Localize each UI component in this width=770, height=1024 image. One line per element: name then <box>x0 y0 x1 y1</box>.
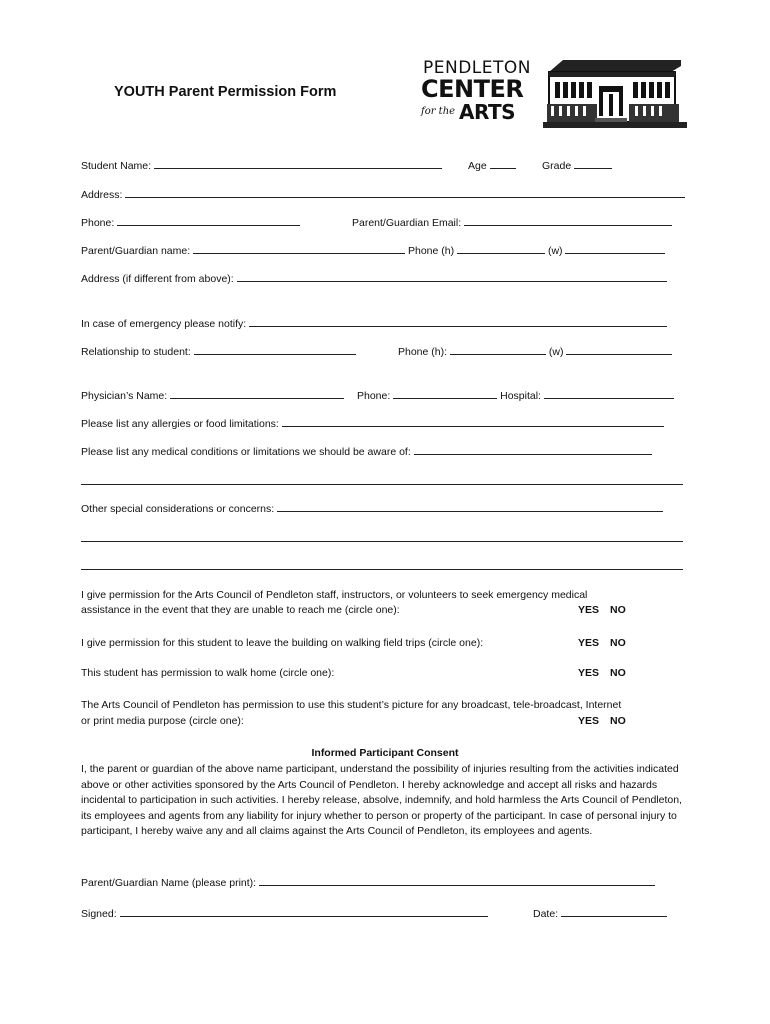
emergency-phone-w-field[interactable] <box>566 343 672 355</box>
address-diff-field[interactable] <box>237 270 667 282</box>
guardian-phone-w-field[interactable] <box>565 242 665 254</box>
guardian-phone-h-label: Phone (h) <box>408 245 455 257</box>
other-label: Other special considerations or concerns: <box>81 503 275 515</box>
date-label: Date: <box>533 908 559 920</box>
permission-emergency-yes[interactable]: YES <box>578 604 600 616</box>
signature-field[interactable] <box>120 905 488 917</box>
permission-media-line1: The Arts Council of Pendleton has permission to use this student’s picture for any broadcast, tele-broadcast, Internet <box>81 699 622 711</box>
relationship-label: Relationship to student: <box>81 346 191 358</box>
guardian-phone-w-label: (w) <box>547 245 563 257</box>
other-extra-line-1[interactable] <box>81 541 683 542</box>
other-row <box>81 500 663 515</box>
medical-field[interactable] <box>414 443 652 455</box>
physician-field[interactable] <box>170 387 344 399</box>
pendleton-logo <box>419 58 687 130</box>
permission-emergency-line2: assistance in the event that they are unable to reach me (circle one): <box>81 604 400 616</box>
address-field[interactable] <box>125 186 685 198</box>
phone-label: Phone: <box>81 217 115 229</box>
student-name-label: Student Name: <box>81 160 152 172</box>
permission-field-trips-yes[interactable]: YES <box>578 637 600 649</box>
grade-row <box>542 157 612 172</box>
consent-body: I, the parent or guardian of the above name participant, understand the possibility of injuries resulting from the activities indicated above or other activities sponsored by the Arts Council of Pendleton. I hereby acknowledge and accept all risks and hazards incidental to participation in such activities. I hereby release, absolve, indemnify, and hold harmless the Arts Council of Pendleton, its employees and agents from any liability for injury whether to person or property of the participant. In case of personal injury to participant, I hereby waive any and all claims against the Arts Council of Pendleton, its employees and agents. <box>81 763 682 838</box>
age-row <box>468 157 516 172</box>
emergency-phone-row <box>398 343 672 358</box>
guardian-name-field[interactable] <box>193 242 405 254</box>
print-name-row <box>81 874 655 889</box>
emergency-phone-w-label: (w) <box>548 346 564 358</box>
address-diff-label: Address (if different from above): <box>81 273 234 285</box>
hospital-field[interactable] <box>544 387 674 399</box>
physician-phone-label: Phone: <box>357 390 391 402</box>
logo-line-center: CENTER <box>421 75 524 103</box>
guardian-name-label: Parent/Guardian name: <box>81 245 191 257</box>
guardian-name-row <box>81 242 665 257</box>
grade-label: Grade <box>542 160 572 172</box>
emergency-phone-h-field[interactable] <box>450 343 546 355</box>
permission-media-no[interactable]: NO <box>610 715 626 727</box>
signed-label: Signed: <box>81 908 117 920</box>
guardian-email-row <box>352 214 672 229</box>
print-name-label: Parent/Guardian Name (please print): <box>81 877 257 889</box>
address-label: Address: <box>81 189 123 201</box>
medical-label: Please list any medical conditions or limitations we should be aware of: <box>81 446 411 458</box>
permission-walk-home: This student has permission to walk home (circle one): <box>81 667 335 679</box>
building-illustration-icon <box>543 58 687 130</box>
age-label: Age <box>468 160 487 172</box>
address-row <box>81 186 685 201</box>
allergies-row <box>81 415 664 430</box>
emergency-phone-h-label: Phone (h): <box>398 346 448 358</box>
permission-emergency-line1: I give permission for the Arts Council of Pendleton staff, instructors, or volunteers to seek emergency medical <box>81 589 588 601</box>
medical-extra-line[interactable] <box>81 484 683 485</box>
medical-row <box>81 443 652 458</box>
allergies-field[interactable] <box>282 415 664 427</box>
grade-field[interactable] <box>574 157 612 169</box>
logo-line-pendleton: PENDLETON <box>423 58 531 78</box>
other-field[interactable] <box>277 500 663 512</box>
form-title: YOUTH Parent Permission Form <box>114 84 337 100</box>
logo-line-for-the: for the <box>421 106 456 117</box>
permission-emergency-no[interactable]: NO <box>610 604 626 616</box>
guardian-phone-h-field[interactable] <box>457 242 545 254</box>
student-name-field[interactable] <box>154 157 442 169</box>
relationship-row <box>81 343 356 358</box>
guardian-email-field[interactable] <box>464 214 672 226</box>
hospital-label: Hospital: <box>500 390 541 402</box>
physician-row <box>81 387 344 402</box>
permission-field-trips: I give permission for this student to leave the building on walking field trips (circle one): <box>81 637 484 649</box>
date-field[interactable] <box>561 905 667 917</box>
physician-phone-field[interactable] <box>393 387 497 399</box>
date-row <box>533 905 667 920</box>
address-diff-row <box>81 270 667 285</box>
other-extra-line-2[interactable] <box>81 569 683 570</box>
phone-field[interactable] <box>117 214 300 226</box>
guardian-email-label: Parent/Guardian Email: <box>352 217 462 229</box>
print-name-field[interactable] <box>259 874 655 886</box>
physician-phone-row <box>357 387 674 402</box>
consent-heading: Informed Participant Consent <box>311 747 459 759</box>
emergency-row <box>81 315 667 330</box>
signed-row <box>81 905 488 920</box>
permission-media-yes[interactable]: YES <box>578 715 600 727</box>
permission-field-trips-no[interactable]: NO <box>610 637 626 649</box>
permission-walk-home-yes[interactable]: YES <box>578 667 600 679</box>
physician-label: Physician’s Name: <box>81 390 168 402</box>
emergency-field[interactable] <box>249 315 667 327</box>
age-field[interactable] <box>490 157 516 169</box>
phone-row <box>81 214 300 229</box>
logo-line-arts: ARTS <box>459 100 516 124</box>
allergies-label: Please list any allergies or food limitations: <box>81 418 279 430</box>
permission-walk-home-no[interactable]: NO <box>610 667 626 679</box>
student-name-row <box>81 157 442 172</box>
emergency-label: In case of emergency please notify: <box>81 318 247 330</box>
relationship-field[interactable] <box>194 343 356 355</box>
permission-media-line2: or print media purpose (circle one): <box>81 715 244 727</box>
